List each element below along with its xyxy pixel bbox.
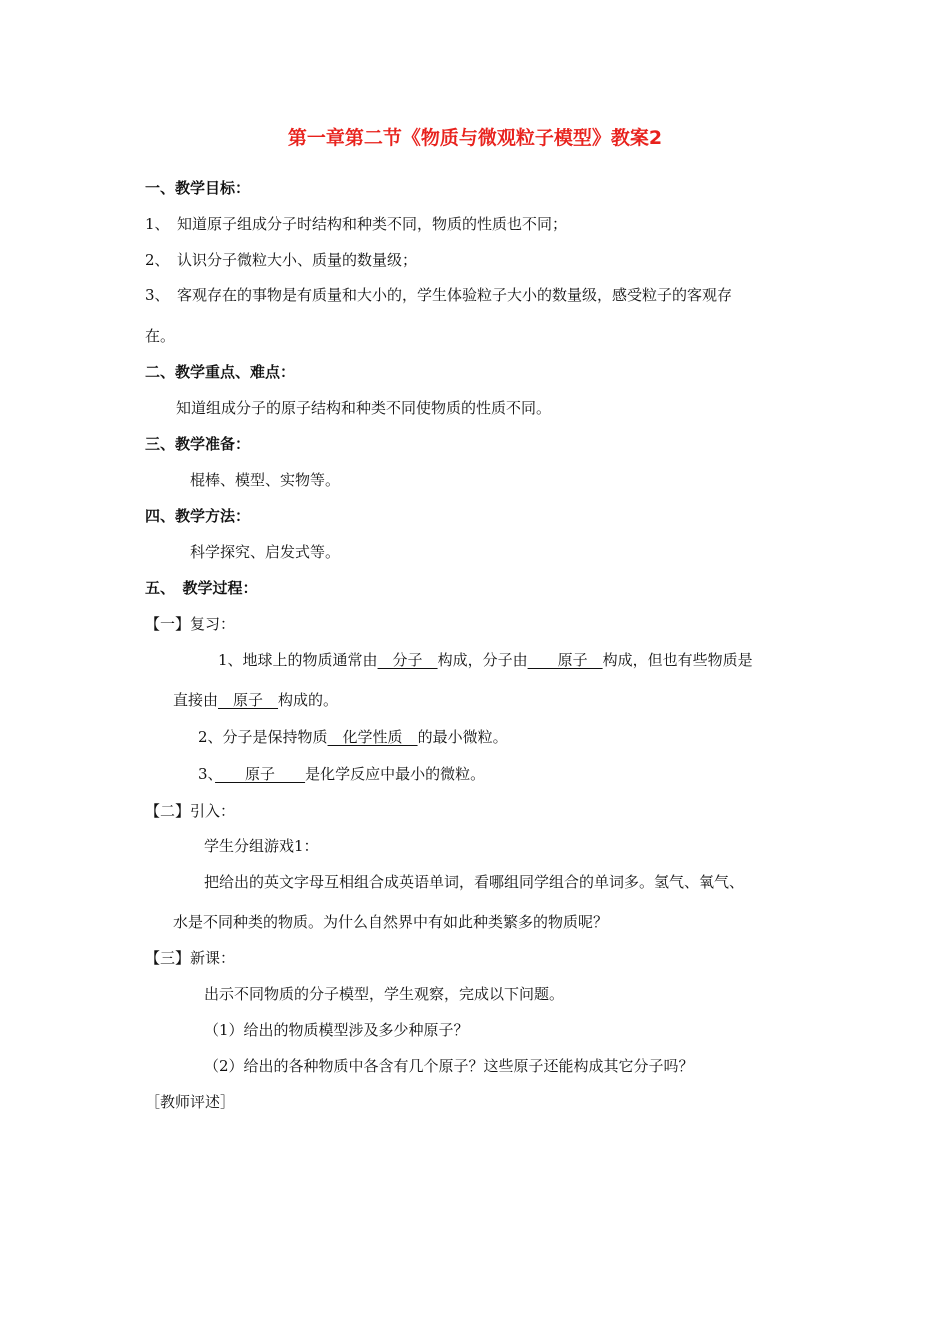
- review-q2-answer: 化学性质: [327, 728, 418, 746]
- section-heading-methods: 四、教学方法：: [145, 507, 251, 525]
- newlesson-question-2: （2）给出的各种物质中各含有几个原子？这些原子还能构成其它分子吗？: [204, 1057, 694, 1075]
- review-question-2: [198, 727, 508, 747]
- section-heading-keypoints: 二、教学重点、难点：: [145, 363, 296, 381]
- goal-item-2: 2、 认识分子微粒大小、质量的数量级；: [145, 251, 418, 269]
- keypoints-text: 知道组成分子的原子结构和种类不同使物质的性质不同。: [176, 399, 552, 417]
- review-q3-text-b: 是化学反应中最小的微粒。: [305, 765, 486, 783]
- review-q3-answer: 原子: [215, 765, 306, 783]
- intro-heading: 【二】引入：: [145, 802, 236, 820]
- preparation-text: 棍棒、模型、实物等。: [190, 471, 341, 489]
- intro-text-line-1: 把给出的英文字母互相组合成英语单词，看哪组同学组合的单词多。氢气、氧气、: [204, 873, 745, 891]
- goal-item-3: 3、 客观存在的事物是有质量和大小的，学生体验粒子大小的数量级，感受粒子的客观存: [145, 286, 733, 304]
- section-heading-preparation: 三、教学准备：: [145, 435, 251, 453]
- review-q3-text-a: 3、: [198, 765, 216, 783]
- review-q2-text-b: 的最小微粒。: [417, 728, 508, 746]
- review-q1-text-a: 1、地球上的物质通常由: [218, 651, 378, 669]
- methods-text: 科学探究、启发式等。: [190, 543, 341, 561]
- review-q1-text-c: 构成，但也有些物质是: [602, 651, 753, 669]
- intro-game-label: 学生分组游戏1：: [204, 837, 319, 855]
- review-question-3: [198, 764, 485, 784]
- newlesson-intro: 出示不同物质的分子模型，学生观察，完成以下问题。: [204, 985, 565, 1003]
- newlesson-question-1: （1）给出的物质模型涉及多少种原子？: [204, 1021, 469, 1039]
- goal-item-1: 1、 知道原子组成分子时结构和种类不同，物质的性质也不同；: [145, 215, 568, 233]
- review-heading: 【一】复习：: [145, 615, 236, 633]
- review-question-1-cont: [173, 690, 338, 710]
- review-question-1: [218, 650, 753, 670]
- review-q1-text-e: 构成的。: [278, 691, 339, 709]
- section-heading-goals: 一、教学目标：: [145, 179, 251, 197]
- newlesson-heading: 【三】新课：: [145, 949, 236, 967]
- intro-text-line-2: 水是不同种类的物质。为什么自然界中有如此种类繁多的物质呢？: [173, 913, 609, 931]
- section-heading-process: 五、 教学过程：: [145, 579, 258, 597]
- document-title: 第一章第二节《物质与微观粒子模型》教案2: [287, 127, 663, 149]
- review-q1-text-d: 直接由: [173, 691, 219, 709]
- review-q1-answer-1: 分子: [377, 651, 438, 669]
- review-q2-text-a: 2、分子是保持物质: [198, 728, 328, 746]
- review-q1-answer-3: 原子: [218, 691, 279, 709]
- goal-item-3-cont: 在。: [145, 327, 176, 345]
- review-q1-answer-2: 原子: [527, 651, 603, 669]
- teacher-comment: ［教师评述］: [145, 1093, 236, 1111]
- review-q1-text-b: 构成，分子由: [437, 651, 528, 669]
